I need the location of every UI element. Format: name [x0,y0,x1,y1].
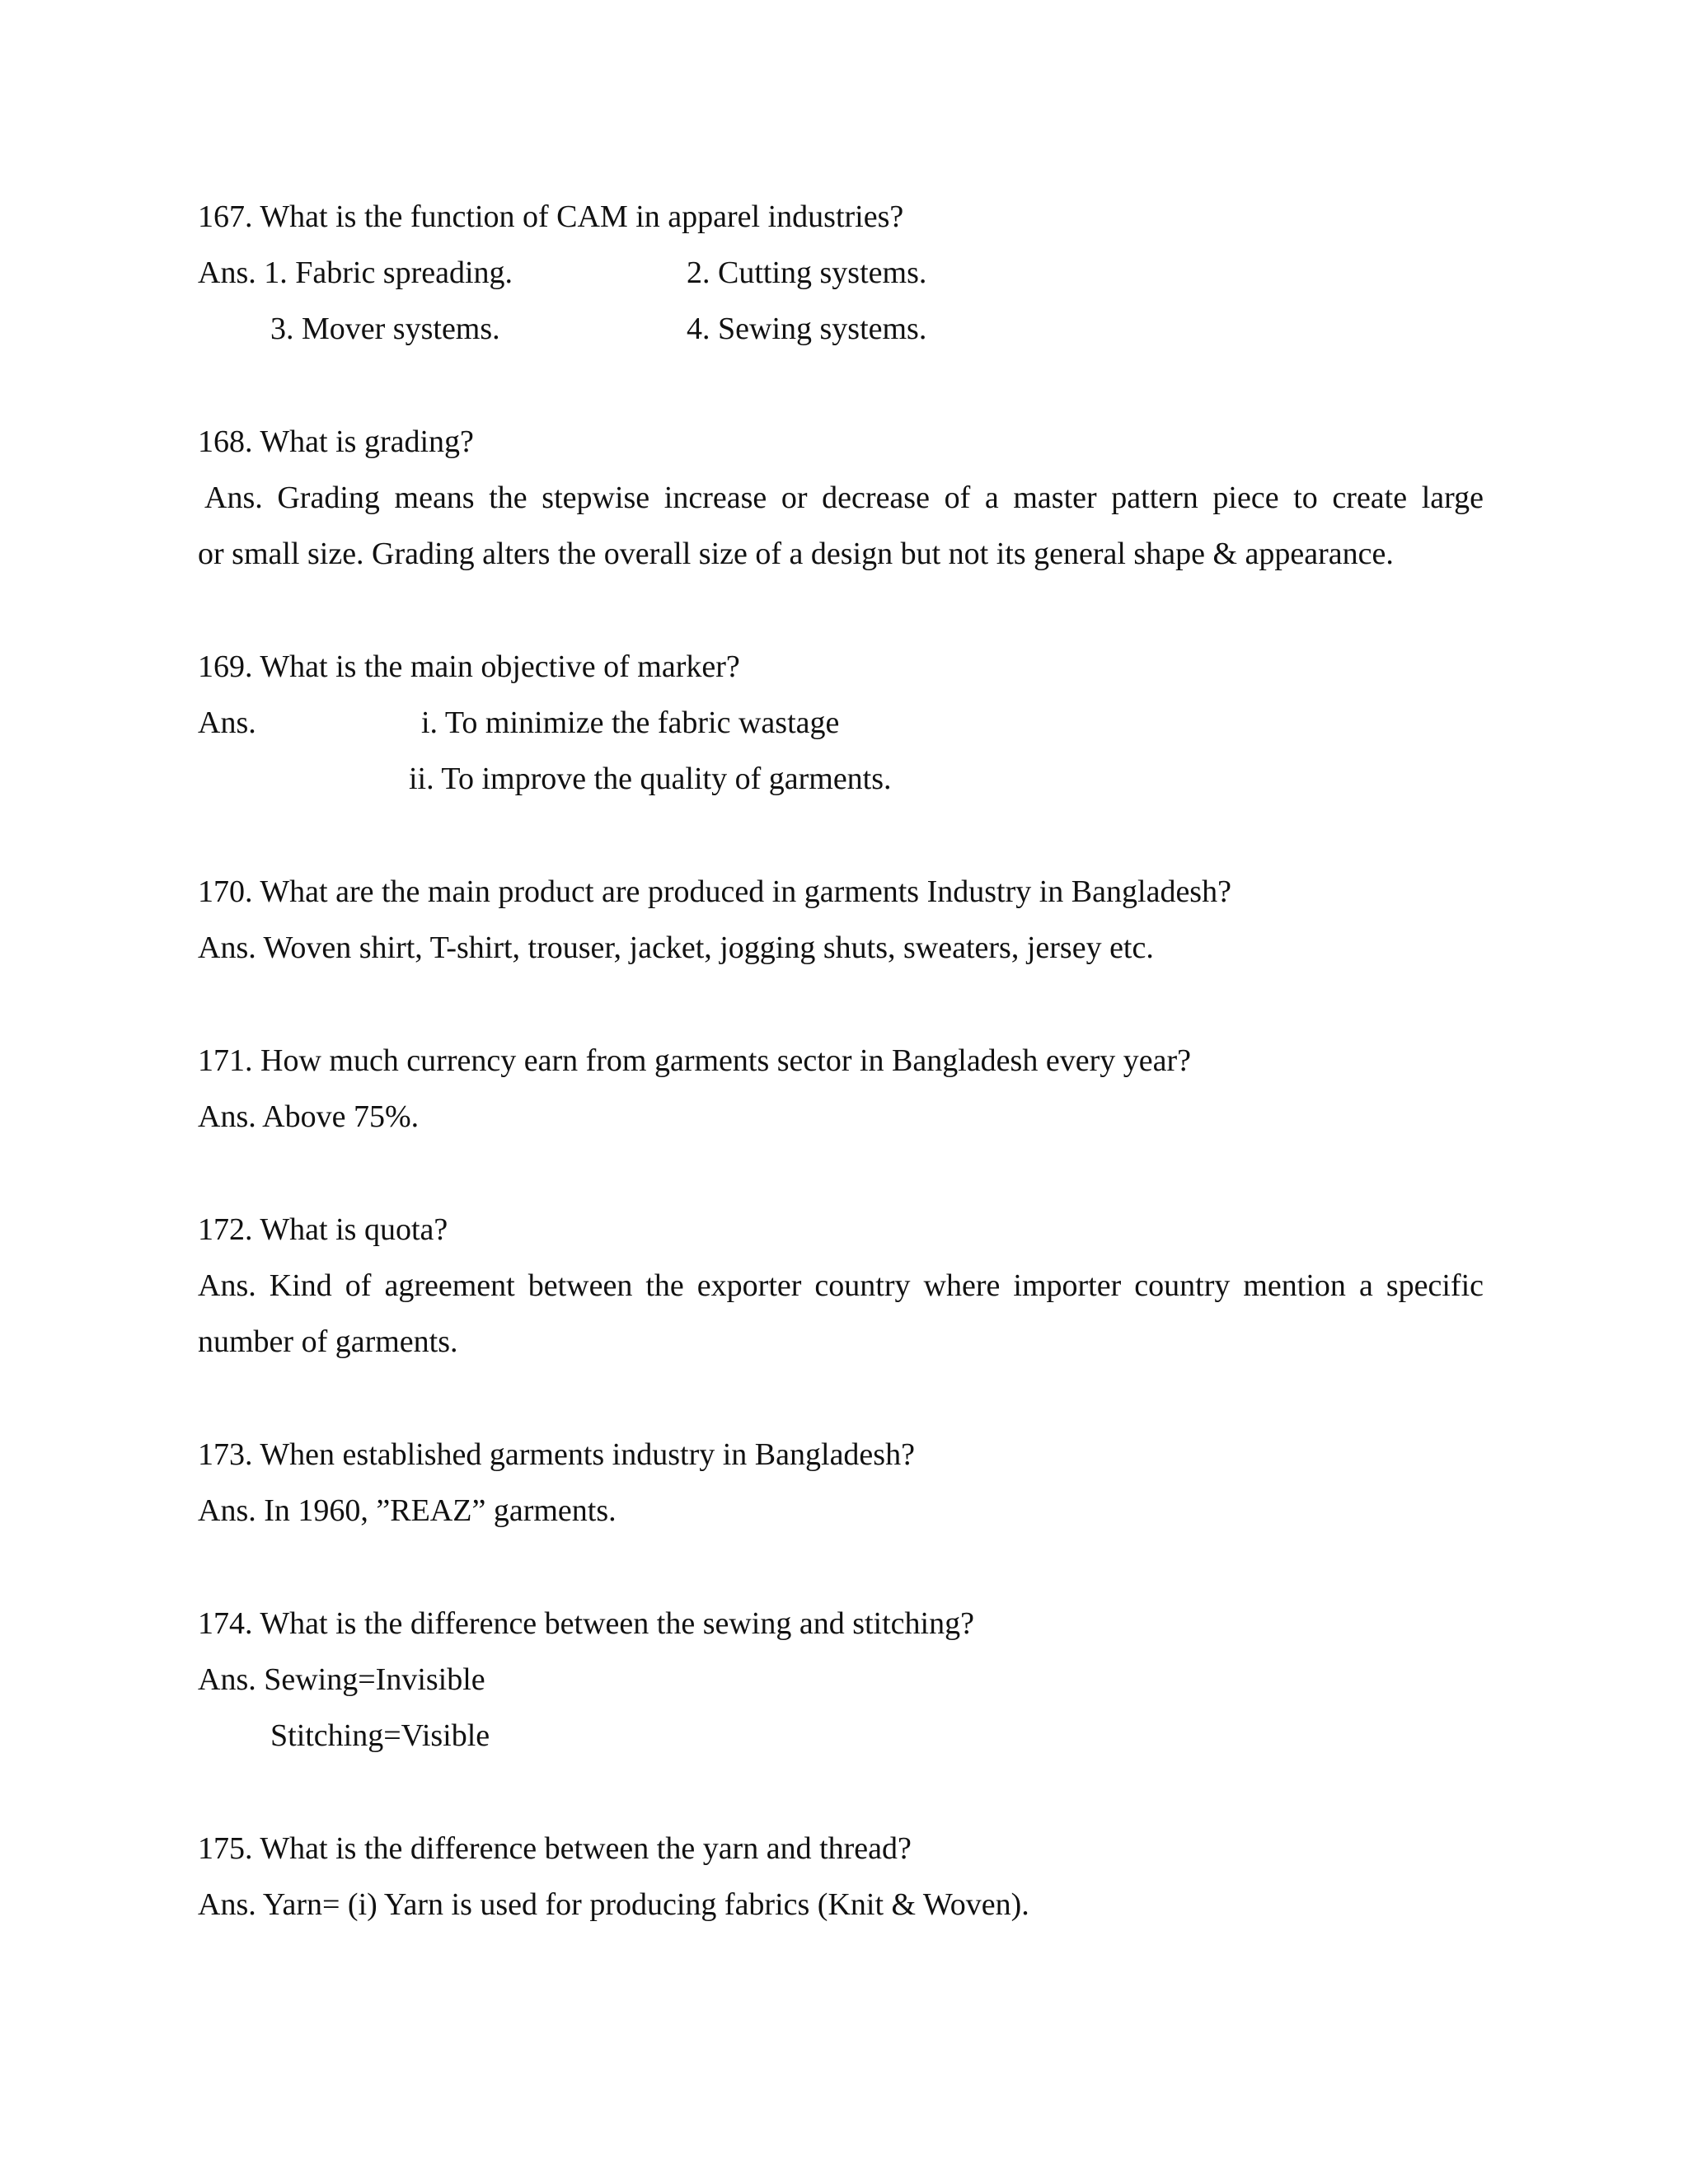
answer-169-item-1: i. To minimize the fabric wastage [421,705,840,740]
answer-167-item-2: 2. Cutting systems. [687,255,927,290]
answer-168-line-1: Ans. Grading means the stepwise increase or decrease of a master pattern piece to create large [204,480,1484,515]
answer-173: Ans. In 1960, ”REAZ” garments. [198,1493,617,1528]
question-171: 171. How much currency earn from garments sector in Bangladesh every year? [198,1043,1191,1078]
answer-174-line-2: Stitching=Visible [270,1718,490,1753]
answer-170: Ans. Woven shirt, T-shirt, trouser, jacket, jogging shuts, sweaters, jersey etc. [198,930,1154,965]
answer-172-line-1: Ans. Kind of agreement between the exporter country where importer country mention a specific [198,1268,1484,1303]
question-168: 168. What is grading? [198,424,474,459]
question-172: 172. What is quota? [198,1212,448,1247]
answer-167-item-4: 4. Sewing systems. [687,312,927,346]
answer-168-line-2: or small size. Grading alters the overall size of a design but not its general shape & appearance. [198,537,1394,571]
question-169: 169. What is the main objective of marker? [198,649,740,684]
question-173: 173. When established garments industry in Bangladesh? [198,1437,915,1472]
answer-167-item-3: 3. Mover systems. [270,312,500,346]
question-170: 170. What are the main product are produced in garments Industry in Bangladesh? [198,874,1231,909]
answer-169-item-2: ii. To improve the quality of garments. [409,762,892,796]
question-175: 175. What is the difference between the yarn and thread? [198,1831,912,1866]
question-167: 167. What is the function of CAM in apparel industries? [198,199,904,234]
answer-174-line-1: Ans. Sewing=Invisible [198,1662,485,1697]
question-174: 174. What is the difference between the sewing and stitching? [198,1606,974,1641]
answer-172-line-2: number of garments. [198,1324,458,1359]
answer-169-label: Ans. [198,705,256,740]
answer-175: Ans. Yarn= (i) Yarn is used for producing fabrics (Knit & Woven). [198,1887,1029,1922]
answer-167-item-1: Ans. 1. Fabric spreading. [198,255,513,290]
answer-171: Ans. Above 75%. [198,1099,420,1134]
